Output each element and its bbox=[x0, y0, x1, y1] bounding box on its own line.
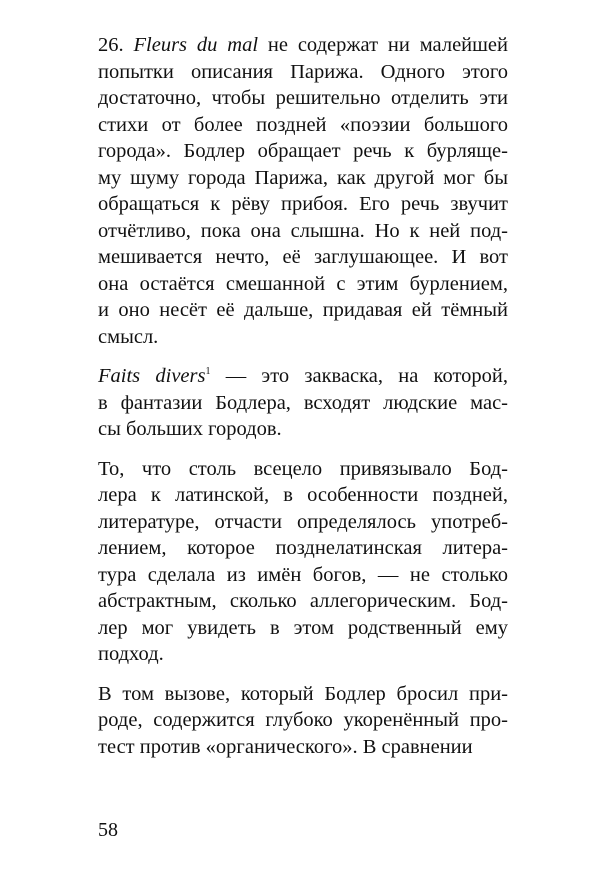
text-segment: лением, которое позднелатинская литера- bbox=[98, 537, 508, 559]
footnote-marker: 1 bbox=[205, 366, 211, 378]
text-segment: — это закваска, на которой, bbox=[210, 365, 508, 387]
text-line bbox=[98, 390, 508, 417]
text-segment: лера к латинской, в особенности поздней, bbox=[98, 484, 508, 506]
text-line bbox=[98, 615, 508, 642]
text-line bbox=[98, 509, 508, 536]
paragraph bbox=[98, 456, 508, 668]
text-line bbox=[98, 562, 508, 589]
page-body bbox=[98, 32, 508, 773]
text-line bbox=[98, 32, 508, 59]
text-line bbox=[98, 271, 508, 298]
text-line bbox=[98, 641, 508, 668]
text-segment: отчётливо, пока она слышна. Но к ней под- bbox=[98, 219, 508, 242]
text-line bbox=[98, 734, 508, 761]
text-segment: В том вызове, который Бодлер бросил при- bbox=[98, 682, 508, 705]
text-line bbox=[98, 707, 508, 734]
text-line bbox=[98, 218, 508, 245]
text-line bbox=[98, 482, 508, 509]
text-segment: стихи от более поздней «поэзии большого bbox=[98, 113, 508, 136]
text-segment: в фантазии Бодлера, всходят людские мас- bbox=[98, 391, 508, 414]
text-segment: достаточно, чтобы решительно отделить эти bbox=[98, 87, 508, 109]
text-segment: не содержат ни малейшей bbox=[258, 34, 508, 56]
text-segment: города». Бодлер обращает речь к бурляще- bbox=[98, 140, 508, 162]
text-line bbox=[98, 363, 508, 390]
text-segment: обращаться к рёву прибоя. Его речь звучит bbox=[98, 193, 508, 215]
text-segment: абстрактным, сколько аллегорическим. Бод- bbox=[98, 590, 508, 612]
text-line bbox=[98, 138, 508, 165]
text-line bbox=[98, 191, 508, 218]
text-segment: подход. bbox=[98, 643, 164, 665]
text-line bbox=[98, 165, 508, 192]
text-line bbox=[98, 297, 508, 324]
text-line bbox=[98, 535, 508, 562]
text-segment: и оно несёт её дальше, придавая ей тёмный bbox=[98, 299, 508, 321]
text-line bbox=[98, 456, 508, 483]
text-segment: роде, содержится глубоко укоренённый про- bbox=[98, 709, 508, 731]
text-line bbox=[98, 681, 508, 708]
text-line bbox=[98, 112, 508, 139]
text-segment: тура сделала из имён богов, — не столько bbox=[98, 563, 508, 586]
text-segment: смысл. bbox=[98, 325, 159, 348]
text-line bbox=[98, 59, 508, 86]
text-segment: мешивается нечто, её заглушающее. И вот bbox=[98, 246, 508, 268]
italic-text: Fleurs du mal bbox=[133, 34, 259, 56]
text-segment: литературе, отчасти определялось употреб- bbox=[98, 510, 508, 533]
text-segment: сы больших городов. bbox=[98, 418, 282, 440]
text-line bbox=[98, 244, 508, 271]
text-line bbox=[98, 416, 508, 443]
text-segment: попытки описания Парижа. Одного этого bbox=[98, 60, 508, 83]
text-segment: То, что столь всецело привязывало Бод- bbox=[98, 457, 508, 480]
paragraph bbox=[98, 32, 508, 350]
text-line bbox=[98, 588, 508, 615]
text-line bbox=[98, 324, 508, 351]
text-segment: 26. bbox=[98, 34, 134, 56]
text-segment: тест против «органического». В сравнении bbox=[98, 735, 473, 758]
page-number: 58 bbox=[98, 819, 118, 841]
text-segment: му шуму города Парижа, как другой мог бы bbox=[98, 166, 508, 189]
paragraph bbox=[98, 681, 508, 761]
text-segment: она остаётся смешанной с этим бурлением, bbox=[98, 272, 508, 295]
text-segment: лер мог увидеть в этом родственный ему bbox=[98, 616, 508, 639]
paragraph bbox=[98, 363, 508, 443]
italic-text: Faits divers bbox=[98, 365, 206, 387]
text-line bbox=[98, 85, 508, 112]
